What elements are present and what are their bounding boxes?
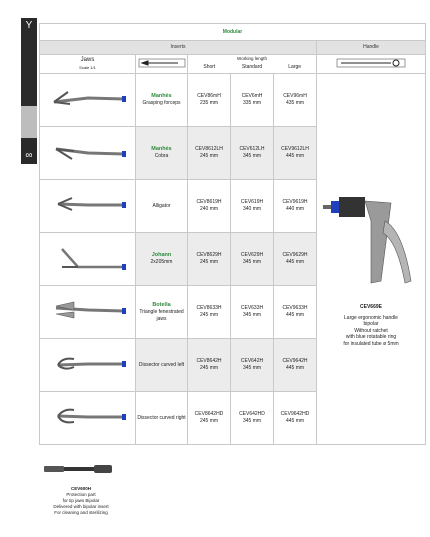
large-ref-cell (274, 74, 317, 127)
insert-name: Manhès (151, 146, 172, 152)
insert-name: Johann (151, 252, 172, 258)
handle-cell (317, 74, 426, 445)
std-ref-cell (231, 233, 274, 286)
insert-image (40, 180, 136, 233)
short-ref: CEV8642HD (194, 411, 224, 417)
col-standard: Standard (241, 64, 263, 70)
handle-line2: bipolar (363, 321, 379, 327)
short-mm: 240 mm (199, 206, 219, 212)
std-ref: CEV612LH (239, 146, 265, 152)
short-ref: CEV8619H (196, 199, 222, 205)
large-ref-cell (274, 127, 317, 180)
short-ref: CEV8629H (196, 252, 222, 258)
short-ref-cell (188, 233, 231, 286)
large-mm: 445 mm (285, 418, 305, 424)
alligator-forceps-icon (48, 190, 128, 220)
insert-image (40, 233, 136, 286)
large-ref-cell (274, 233, 317, 286)
grasping-forceps-icon (48, 84, 128, 114)
std-ref-cell (231, 180, 274, 233)
page-title: Modular (40, 24, 426, 41)
large-ref-cell (274, 286, 317, 339)
inserts-header: Inserts (40, 41, 317, 55)
insert-name-cell (136, 339, 188, 392)
std-ref-cell (231, 286, 274, 339)
insert-name-cell (136, 392, 188, 445)
insert-desc: Triangle fenestrated jaws (139, 308, 184, 322)
large-ref: CEV9612LH (281, 146, 309, 152)
cobra-forceps-icon (48, 137, 128, 167)
insert-image (40, 127, 136, 180)
col-short: Short (203, 64, 216, 70)
jaws-scale: Scale 1/1 (79, 65, 96, 70)
insert-name-cell (136, 233, 188, 286)
handle-line4: with blue rotatable ring (345, 334, 397, 340)
insert-desc: Grasping forceps (142, 100, 181, 106)
insert-name-cell (136, 127, 188, 180)
insert-name-cell (136, 286, 188, 339)
insert-image (40, 339, 136, 392)
large-ref: CEV9642HD (280, 411, 310, 417)
large-mm: 435 mm (285, 100, 305, 106)
large-ref-cell (274, 339, 317, 392)
std-ref: CEV642HD (239, 411, 265, 417)
handle-scale-cell (317, 55, 426, 74)
insert-image (40, 392, 136, 445)
protection-line1: Protection part (66, 492, 96, 497)
short-mm: 245 mm (199, 312, 219, 318)
short-mm: 245 mm (199, 418, 219, 424)
johann-forceps-icon (48, 243, 128, 273)
protection-part-icon (42, 462, 114, 476)
short-ref-cell (188, 339, 231, 392)
botella-forceps-icon (48, 296, 128, 326)
std-ref-cell (231, 392, 274, 445)
insert-name: Manhès (151, 93, 172, 99)
dissector-right-icon (48, 402, 128, 432)
insert-name-cell (136, 180, 188, 233)
catalog-table (39, 23, 426, 445)
scissors-icon: ∞ (25, 150, 33, 161)
jaws-label-cell (40, 55, 136, 74)
std-ref: CEV619H (240, 199, 264, 205)
std-mm: 345 mm (242, 418, 262, 424)
short-ref-cell (188, 392, 231, 445)
insert-desc: Alligator (152, 202, 171, 209)
large-mm: 445 mm (285, 312, 305, 318)
insert-image (40, 286, 136, 339)
dissector-left-icon (48, 349, 128, 379)
protection-line4: For cleaning and sterilizing (54, 510, 108, 515)
short-ref-cell (188, 74, 231, 127)
jaws-label: Jaws (80, 57, 95, 63)
short-ref: CEV8633H (196, 305, 222, 311)
short-ref-cell (188, 127, 231, 180)
working-length-label: Working length (237, 56, 267, 61)
forceps-icon: Y (25, 20, 33, 31)
scale-image-cell (136, 55, 188, 74)
std-ref-cell (231, 127, 274, 180)
handle-line5: for insulated tube ø 5mm (343, 340, 399, 347)
large-ref: CEV9633H (282, 305, 308, 311)
std-mm: 345 mm (242, 365, 262, 371)
short-mm: 245 mm (199, 365, 219, 371)
large-ref: CEV96mH (283, 93, 307, 99)
short-mm: 235 mm (199, 100, 219, 106)
insert-desc: Dissector curved right (137, 414, 186, 421)
protection-line3: Delivered with bipolar insert (53, 504, 109, 509)
std-ref: CEV642H (240, 358, 264, 364)
large-mm: 445 mm (285, 365, 305, 371)
large-mm: 445 mm (285, 153, 305, 159)
insert-name: Botella (152, 301, 171, 308)
short-ref-cell (188, 180, 231, 233)
short-ref: CEV86mH (197, 93, 221, 99)
std-ref: CEV6mH (241, 93, 263, 99)
handle-line3: Without ratchet (354, 327, 388, 334)
handle-ref: CEV669E (360, 304, 382, 310)
large-ref-cell (274, 392, 317, 445)
length-columns (188, 64, 316, 73)
std-ref-cell (231, 339, 274, 392)
handle-caption (317, 304, 425, 347)
std-mm: 345 mm (242, 312, 262, 318)
short-ref-cell (188, 286, 231, 339)
working-length-group (188, 55, 317, 74)
short-mm: 245 mm (199, 259, 219, 265)
std-mm: 345 mm (242, 153, 262, 159)
insert-desc: 2x205mm (150, 259, 173, 265)
handle-header: Handle (317, 41, 426, 55)
large-mm: 440 mm (285, 206, 305, 212)
bipolar-handle-icon (321, 171, 421, 301)
std-mm: 340 mm (242, 206, 262, 212)
insert-name-cell (136, 74, 188, 127)
std-ref-cell (231, 74, 274, 127)
insert-desc: Cobra (154, 153, 169, 159)
std-mm: 335 mm (242, 100, 262, 106)
large-mm: 445 mm (285, 259, 305, 265)
col-large: Large (288, 64, 302, 70)
insert-image (40, 74, 136, 127)
large-ref: CEV9629H (282, 252, 308, 258)
protection-ref: CEV600H (70, 486, 91, 491)
handle-line1: Large ergonomic handle (344, 314, 398, 321)
short-mm: 245 mm (199, 153, 219, 159)
handle-scale-icon (336, 57, 406, 69)
std-mm: 345 mm (242, 259, 262, 265)
std-ref: CEV629H (240, 252, 264, 258)
std-ref: CEV633H (240, 305, 264, 311)
scale-ruler-icon (138, 57, 186, 69)
large-ref: CEV9642H (282, 358, 308, 364)
large-ref-cell (274, 180, 317, 233)
short-ref: CEV8612LH (195, 146, 223, 152)
short-ref: CEV8642H (196, 358, 222, 364)
insert-desc: Dissector curved left (138, 361, 185, 368)
protection-line2: for tip jaws Bipolar (62, 498, 100, 503)
protection-caption (41, 486, 121, 516)
large-ref: CEV9619H (282, 199, 308, 205)
